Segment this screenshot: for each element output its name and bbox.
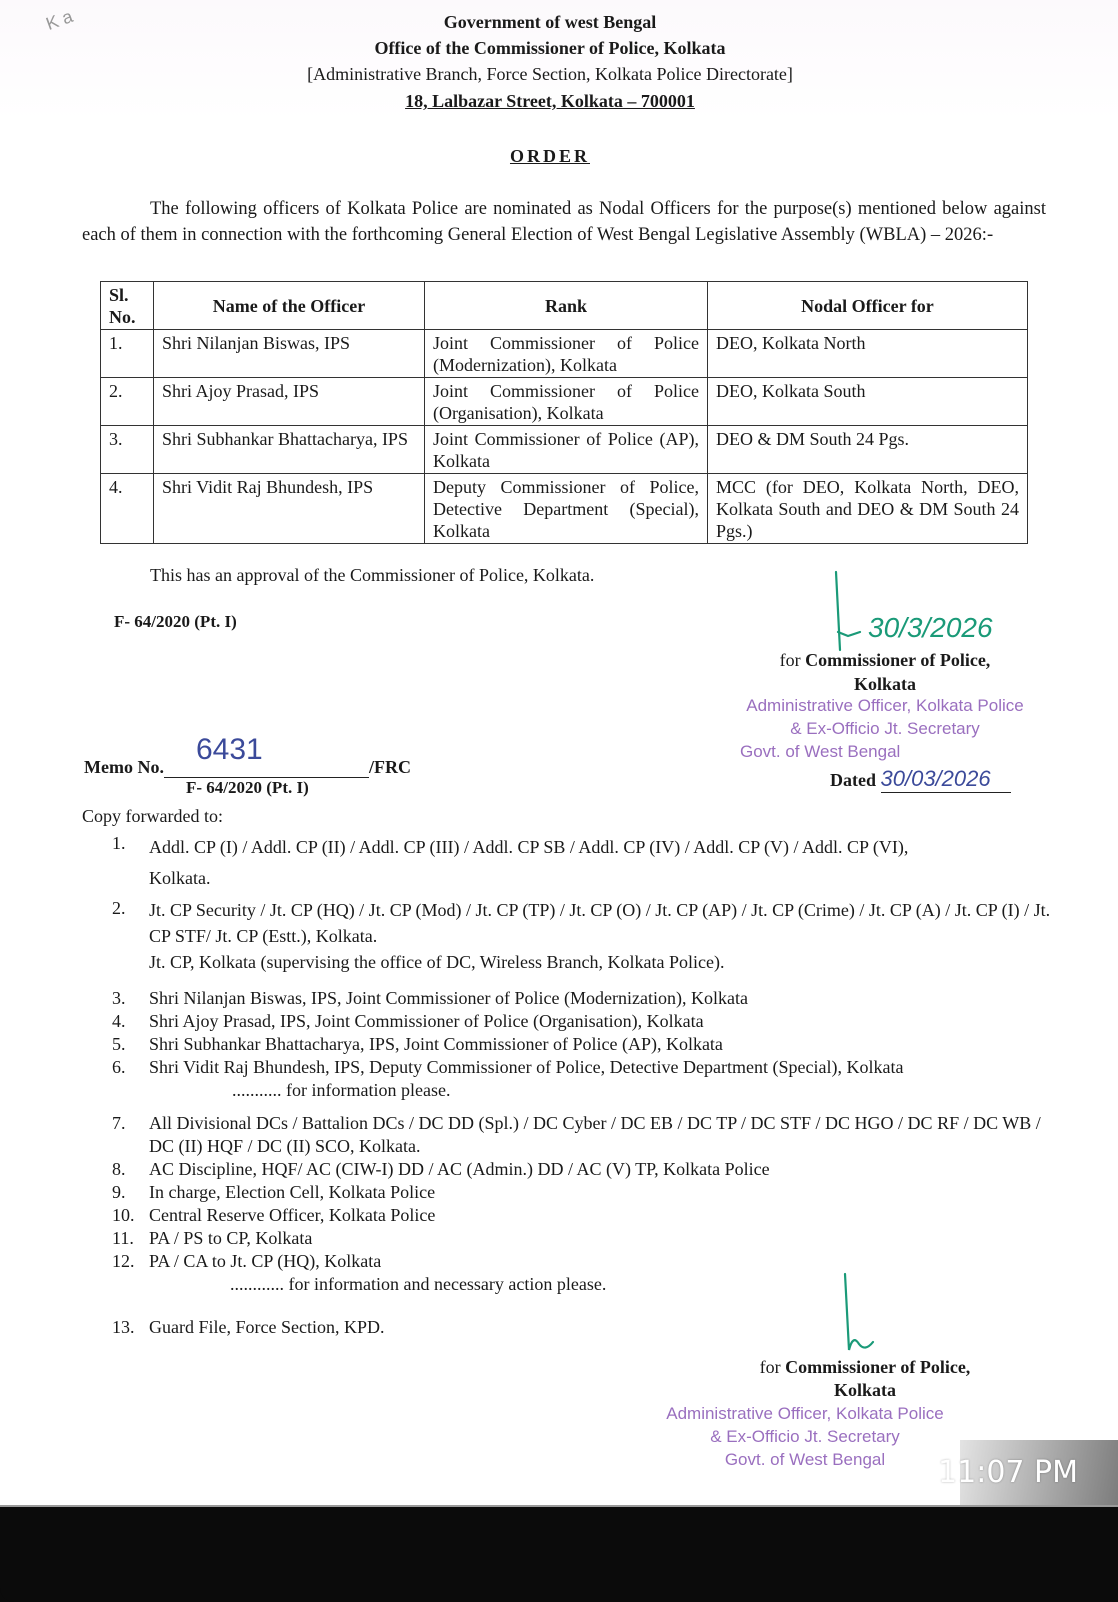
header-branch: [Administrative Branch, Force Section, Kolkata Police Directorate] [307,64,793,84]
item-number: 6. [112,1057,126,1077]
item-text: In charge, Election Cell, Kolkata Police [149,1182,436,1202]
item-number: 2. [112,898,126,918]
item-number: 11. [112,1228,134,1248]
approval-note: This has an approval of the Commissioner of Police, Kolkata. [150,565,595,585]
stamp-line: Administrative Officer, Kolkata Police [746,696,1024,715]
message-timestamp: 11:07 PM [938,1455,1078,1490]
cell-rank: Joint Commissioner of Police (AP), Kolkata [425,426,708,474]
cell-name: Shri Subhankar Bhattacharya, IPS [154,426,425,474]
list-item [112,1158,1052,1181]
intro-paragraph [82,196,1046,248]
table-row [101,474,1028,544]
signature-1-for-line [690,650,1080,671]
header-nodal-for: Nodal Officer for [708,282,1028,330]
item-text: PA / PS to CP, Kolkata [149,1228,313,1248]
memo-number-field [84,733,411,778]
cell-sl: 3. [101,426,154,474]
header-rank: Rank [425,282,708,330]
item-line: Jt. CP, Kolkata (supervising the office of DC, Wireless Branch, Kolkata Police). [149,952,725,972]
list-item [112,1056,1052,1079]
cell-nodal-for: DEO & DM South 24 Pgs. [708,426,1028,474]
item-text: Shri Vidit Raj Bhundesh, IPS, Deputy Commissioner of Police, Detective Department (Special), Kolkata [149,1057,904,1077]
signature-2-icon [835,1272,895,1356]
cell-nodal-for: DEO, Kolkata South [708,378,1028,426]
signature-1-date: 30/3/2026 [868,612,993,643]
header-government: Government of west Bengal [443,12,657,32]
memo-number-handwritten: 6431 [195,733,263,766]
signature-1-stamp [690,694,1080,763]
cell-nodal-for: MCC (for DEO, Kolkata North, DEO, Kolkata South and DEO & DM South 24 Pgs.) [708,474,1028,544]
cell-name: Shri Nilanjan Biswas, IPS [154,330,425,378]
item-number: 8. [112,1159,126,1179]
table-row [101,426,1028,474]
item-text: Guard File, Force Section, KPD. [149,1317,385,1337]
item-number: 1. [112,833,126,853]
header-sl-no: Sl. No. [101,282,154,330]
cell-sl: 4. [101,474,154,544]
item-line: Addl. CP (I) / Addl. CP (II) / Addl. CP (III) / Addl. CP SB / Addl. CP (IV) / Addl. CP (V) / Addl. CP (VI), [149,837,909,857]
note-for-information: ........... for information please. [232,1080,451,1100]
item-line: Jt. CP Security / Jt. CP (HQ) / Jt. CP (Mod) / Jt. CP (TP) / Jt. CP (O) / Jt. CP (AP) / Jt. CP (Crime) / Jt. CP (A) / Jt. CP (I) / Jt. CP STF/ Jt. CP (Estt.), Kolkata. [149,900,1051,946]
for-prefix: for [779,650,801,670]
stamp-line: & Ex-Officio Jt. Secretary [710,1427,900,1446]
memo-label: Memo No. [84,757,164,777]
item-number: 13. [112,1317,135,1337]
stamp-line: Govt. of West Bengal [740,742,901,761]
copy-forwarded-list [112,832,1052,1339]
cell-rank: Joint Commissioner of Police (Modernization), Kolkata [425,330,708,378]
memo-file-reference: F- 64/2020 (Pt. I) [186,778,309,797]
for-prefix: for [759,1357,781,1377]
list-item [112,1316,1052,1339]
header-name: Name of the Officer [154,282,425,330]
table-row [101,330,1028,378]
list-item [112,987,1052,1010]
cell-name: Shri Vidit Raj Bhundesh, IPS [154,474,425,544]
list-item [112,1250,1052,1273]
cell-sl: 1. [101,330,154,378]
list-item [112,1010,1052,1033]
dated-value: 30/03/2026 [881,766,1011,793]
list-item [112,1204,1052,1227]
bottom-bar [0,1505,1118,1602]
item-text: Shri Subhankar Bhattacharya, IPS, Joint Commissioner of Police (AP), Kolkata [149,1034,723,1054]
list-item [112,832,1052,894]
list-item [112,1181,1052,1204]
item-text [149,897,1052,975]
dated-field [830,766,1011,793]
signature-2-for-line [660,1357,1070,1378]
header-address: 18, Lalbazar Street, Kolkata – 700001 [405,91,695,111]
item-text: Shri Nilanjan Biswas, IPS, Joint Commissioner of Police (Modernization), Kolkata [149,988,748,1008]
cell-rank: Deputy Commissioner of Police, Detective Department (Special), Kolkata [425,474,708,544]
signature-1-city: Kolkata [853,674,916,694]
item-text: All Divisional DCs / Battalion DCs / DC DD (Spl.) / DC Cyber / DC EB / DC TP / DC STF / DC HGO / DC RF / DC WB / DC (II) HQF / DC (II) SCO, Kolkata. [149,1113,1041,1156]
corner-pencil-mark: K a [43,6,76,35]
item-text [149,832,1052,894]
nodal-officers-table [100,281,1028,544]
stamp-line: Administrative Officer, Kolkata Police [666,1404,944,1423]
stamp-line: Govt. of West Bengal [724,1450,886,1469]
header-office: Office of the Commissioner of Police, Kolkata [374,38,726,58]
item-text: AC Discipline, HQF/ AC (CIW-I) DD / AC (Admin.) DD / AC (V) TP, Kolkata Police [149,1159,770,1179]
list-item [112,897,1052,975]
table-row [101,378,1028,426]
item-number: 5. [112,1034,126,1054]
for-designation: Commissioner of Police, [785,1357,971,1377]
item-text: Central Reserve Officer, Kolkata Police [149,1205,436,1225]
order-title: ORDER [509,146,590,166]
list-item [112,1112,1052,1158]
copy-forwarded-heading: Copy forwarded to: [82,806,223,826]
item-number: 3. [112,988,126,1008]
item-number: 10. [112,1205,135,1225]
cell-name: Shri Ajoy Prasad, IPS [154,378,425,426]
item-number: 4. [112,1011,126,1031]
signature-2-city: Kolkata [833,1380,896,1400]
item-text: PA / CA to Jt. CP (HQ), Kolkata [149,1251,382,1271]
intro-text: The following officers of Kolkata Police are nominated as Nodal Officers for the purpose(s) mentioned below against each of them in connection with the forthcoming General Election of West Bengal Legislative Assembly (WBLA) – 2026:- [82,199,1046,245]
for-designation: Commissioner of Police, [805,650,991,670]
item-text: Shri Ajoy Prasad, IPS, Joint Commissioner of Police (Organisation), Kolkata [149,1011,704,1031]
item-number: 7. [112,1113,126,1133]
signature-2-stamp [640,1402,970,1471]
dated-label: Dated [830,770,876,790]
item-number: 12. [112,1251,135,1271]
stamp-line: & Ex-Officio Jt. Secretary [790,719,980,738]
item-line: Kolkata. [149,868,211,888]
note-for-action: ............ for information and necessary action please. [230,1274,607,1294]
table-header-row [101,282,1028,330]
file-reference: F- 64/2020 (Pt. I) [114,612,237,631]
cell-rank: Joint Commissioner of Police (Organisation), Kolkata [425,378,708,426]
memo-number-line [164,733,369,778]
memo-suffix: /FRC [368,757,411,777]
cell-sl: 2. [101,378,154,426]
item-number: 9. [112,1182,126,1202]
cell-nodal-for: DEO, Kolkata North [708,330,1028,378]
list-item [112,1033,1052,1056]
list-item [112,1227,1052,1250]
